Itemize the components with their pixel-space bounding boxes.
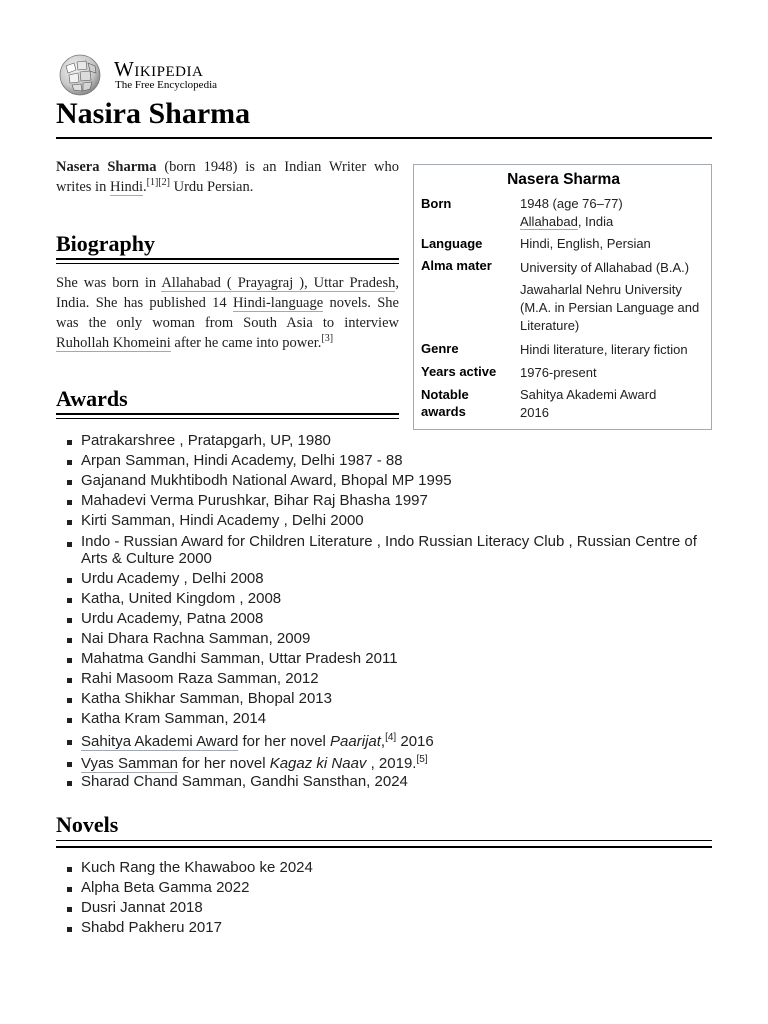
biography-divider-thin xyxy=(56,263,399,264)
title-divider xyxy=(56,137,712,139)
list-item: Shabd Pakheru 2017 xyxy=(81,918,707,938)
list-item: Urdu Academy, Patna 2008 xyxy=(81,609,707,629)
awards-divider xyxy=(56,413,399,415)
novels-list xyxy=(81,858,707,938)
years-active-label: Years active xyxy=(421,364,497,379)
bio-text: , India. She has published 14 xyxy=(56,275,399,311)
award-text: , xyxy=(380,733,386,750)
list-item: Alpha Beta Gamma 2022 xyxy=(81,878,707,898)
list-item: Katha Shikhar Samman, Bhopal 2013 xyxy=(81,689,707,709)
award-text: , 2019. xyxy=(366,755,417,772)
notable-awards-label: Notable awards xyxy=(421,387,469,419)
list-item: Sharad Chand Samman, Gandhi Sansthan, 2024 xyxy=(81,772,707,792)
alma-mater-value-1: University of Allahabad (B.A.) xyxy=(520,260,690,275)
list-item xyxy=(81,731,707,753)
awards-divider-thin xyxy=(56,418,399,419)
awards-heading: Awards xyxy=(56,386,128,411)
infobox xyxy=(413,164,712,430)
citation-5[interactable]: [5] xyxy=(416,754,428,765)
list-item: Kuch Rang the Khawaboo ke 2024 xyxy=(81,858,707,878)
bio-text: She was born in xyxy=(56,275,162,291)
bio-text: novels. She was the only woman from South Asia to interview xyxy=(56,295,399,331)
language-label: Language xyxy=(421,236,483,251)
list-item: Patrakarshree , Pratapgarh, UP, 1980 xyxy=(81,431,707,451)
biography-paragraph xyxy=(56,273,399,353)
infobox-title: Nasera Sharma xyxy=(507,171,620,188)
biography-heading: Biography xyxy=(56,231,156,256)
page-title: Nasira Sharma xyxy=(56,97,251,130)
list-item: Gajanand Mukhtibodh National Award, Bhopal MP 1995 xyxy=(81,471,707,491)
list-item: Katha, United Kingdom , 2008 xyxy=(81,589,707,609)
novel-title: Kagaz ki Naav xyxy=(269,755,367,772)
lead-text: (born 1948) is an Indian Writer who writes in xyxy=(56,159,399,195)
born-label: Born xyxy=(421,196,452,211)
list-item: Mahadevi Verma Purushkar, Bihar Raj Bhasha 1997 xyxy=(81,491,707,511)
citation-2[interactable]: [2] xyxy=(158,177,170,188)
subject-name: Nasera Sharma xyxy=(56,159,157,175)
biography-divider xyxy=(56,258,399,260)
allahabad-link[interactable]: Allahabad xyxy=(520,214,578,229)
wordmark: Wikipedia xyxy=(114,57,204,81)
lead-text: . xyxy=(143,179,147,195)
language-value: Hindi, English, Persian xyxy=(520,236,651,251)
citation-4[interactable]: [4] xyxy=(385,732,397,743)
list-item: Katha Kram Samman, 2014 xyxy=(81,709,707,729)
list-item: Nai Dhara Rachna Samman, 2009 xyxy=(81,629,707,649)
awards-list xyxy=(81,431,707,792)
novel-title: Paarijat xyxy=(330,733,381,750)
sahitya-akademi-link[interactable]: Sahitya Akademi Award xyxy=(81,733,239,750)
lead-paragraph xyxy=(56,157,399,197)
globe-icon xyxy=(56,54,104,96)
birthplace-link[interactable]: Allahabad ( Prayagraj ), Uttar Pradesh xyxy=(161,275,396,291)
citation-1[interactable]: [1] xyxy=(146,177,159,188)
list-item: Urdu Academy , Delhi 2008 xyxy=(81,569,707,589)
list-item: Mahatma Gandhi Samman, Uttar Pradesh 2011 xyxy=(81,649,707,669)
hindi-language-link[interactable]: Hindi-language xyxy=(232,295,324,311)
award-text: for her novel xyxy=(177,755,270,772)
born-value xyxy=(520,195,708,231)
citation-3[interactable]: [3] xyxy=(321,333,334,344)
hindi-link[interactable]: Hindi xyxy=(109,179,143,195)
novels-heading: Novels xyxy=(56,812,119,837)
born-country: , India xyxy=(577,214,614,229)
khomeini-link[interactable]: Ruhollah Khomeini xyxy=(56,335,171,351)
list-item: Dusri Jannat 2018 xyxy=(81,898,707,918)
list-item: Kirti Samman, Hindi Academy , Delhi 2000 xyxy=(81,511,707,531)
vyas-samman-link[interactable]: Vyas Samman xyxy=(81,755,178,772)
wikipedia-logo[interactable] xyxy=(56,54,246,96)
bio-text: after he came into power. xyxy=(170,335,322,351)
alma-mater-value-2: Jawaharlal Nehru University (M.A. in Persian Language and Literature) xyxy=(520,282,700,333)
list-item: Rahi Masoom Raza Samman, 2012 xyxy=(81,669,707,689)
years-active-value: 1976-present xyxy=(520,365,597,380)
novels-divider xyxy=(56,846,712,848)
genre-label: Genre xyxy=(421,341,459,356)
genre-value: Hindi literature, literary fiction xyxy=(520,342,688,357)
novels-divider-thin xyxy=(56,840,712,841)
born-place xyxy=(520,213,708,231)
tagline: The Free Encyclopedia xyxy=(115,79,218,91)
list-item: Indo - Russian Award for Children Literature , Indo Russian Literacy Club , Russian Centre of Arts & Culture 2000 xyxy=(81,533,707,567)
award-text: for her novel xyxy=(238,733,331,750)
born-date: 1948 (age 76–77) xyxy=(520,196,623,211)
alma-mater-label: Alma mater xyxy=(421,258,492,273)
notable-awards-value: Sahitya Akademi Award 2016 xyxy=(520,387,657,420)
lead-text: Urdu Persian. xyxy=(169,179,254,195)
list-item: Arpan Samman, Hindi Academy, Delhi 1987 - 88 xyxy=(81,451,707,471)
award-text: 2016 xyxy=(396,733,434,750)
